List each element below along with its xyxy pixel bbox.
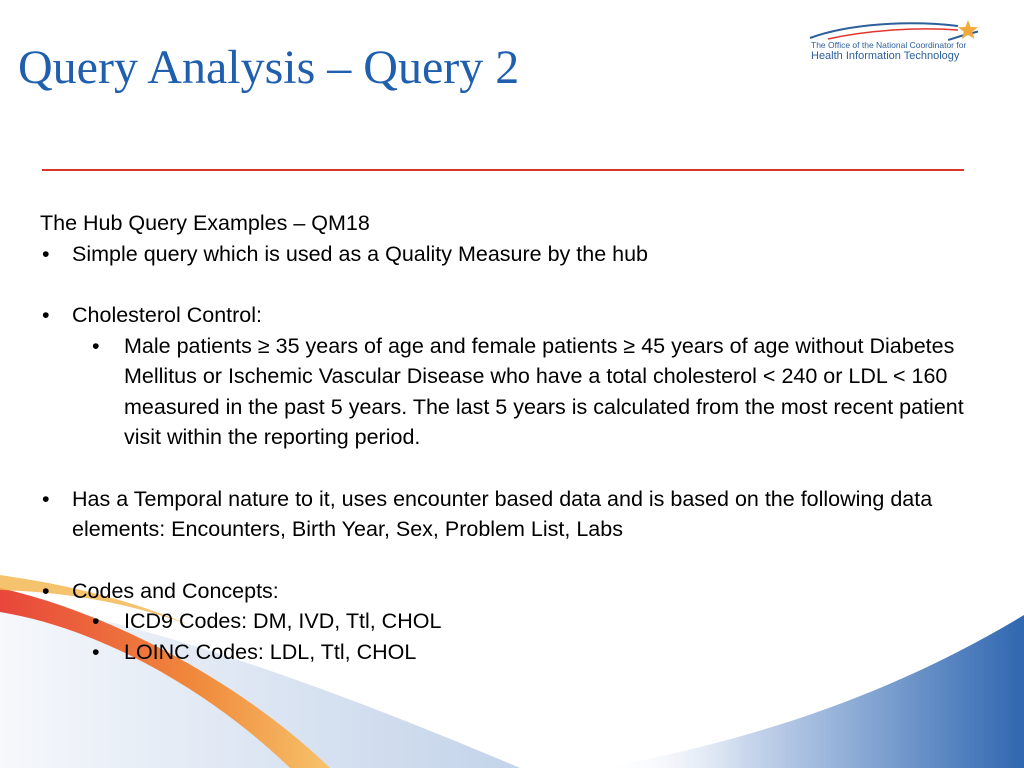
- logo-text-hit: Health Information Technology: [811, 50, 960, 62]
- sub-list-item: [40, 637, 980, 668]
- list-item: [40, 484, 980, 545]
- logo-text-office: The Office of the National Coordinator for: [811, 40, 967, 50]
- list-item-text: Codes and Concepts:: [72, 578, 279, 603]
- list-item: [40, 239, 980, 270]
- onc-logo: [808, 18, 978, 68]
- bullet-list: [40, 484, 980, 545]
- bullet-list: [40, 576, 980, 607]
- logo-arc: [808, 18, 958, 40]
- sub-list-item: [40, 606, 980, 637]
- bullet-icon: •: [42, 486, 50, 511]
- slide-title: Query Analysis – Query 2: [18, 41, 520, 94]
- slide-body: [40, 208, 980, 667]
- list-item-text: Simple query which is used as a Quality Measure by the hub: [72, 241, 649, 266]
- bullet-icon: •: [92, 609, 100, 633]
- bullet-list: [40, 239, 980, 270]
- sub-list-item-text: ICD9 Codes: DM, IVD, Ttl, CHOL: [124, 609, 442, 633]
- list-item: [40, 300, 980, 331]
- bullet-icon: •: [92, 333, 100, 358]
- list-item-text: Has a Temporal nature to it, uses encounter based data and is based on the following data elements: Encounters, Birth Year, Sex, Problem List, Labs: [72, 486, 933, 541]
- sub-bullet-list: [40, 606, 980, 667]
- list-item: [40, 576, 980, 607]
- bullet-icon: •: [42, 578, 50, 603]
- bullet-icon: •: [92, 639, 100, 664]
- bullet-icon: •: [42, 241, 50, 266]
- section-heading: The Hub Query Examples – QM18: [40, 211, 370, 235]
- bullet-icon: •: [42, 303, 50, 327]
- title-divider: [42, 169, 964, 171]
- bullet-list: [40, 300, 980, 331]
- sub-list-item-text: Male patients ≥ 35 years of age and female patients ≥ 45 years of age without Diabetes Mellitus or Ischemic Vascular Disease who have a total cholesterol < 240 or LDL < 160 measured in the past 5 years. The last 5 years is calculated from the most recent patient visit within the reporting period.: [124, 333, 964, 449]
- list-item-text: Cholesterol Control:: [72, 303, 263, 327]
- sub-list-item-text: LOINC Codes: LDL, Ttl, CHOL: [124, 639, 417, 664]
- sub-list-item: [40, 331, 980, 453]
- sub-bullet-list: [40, 331, 980, 453]
